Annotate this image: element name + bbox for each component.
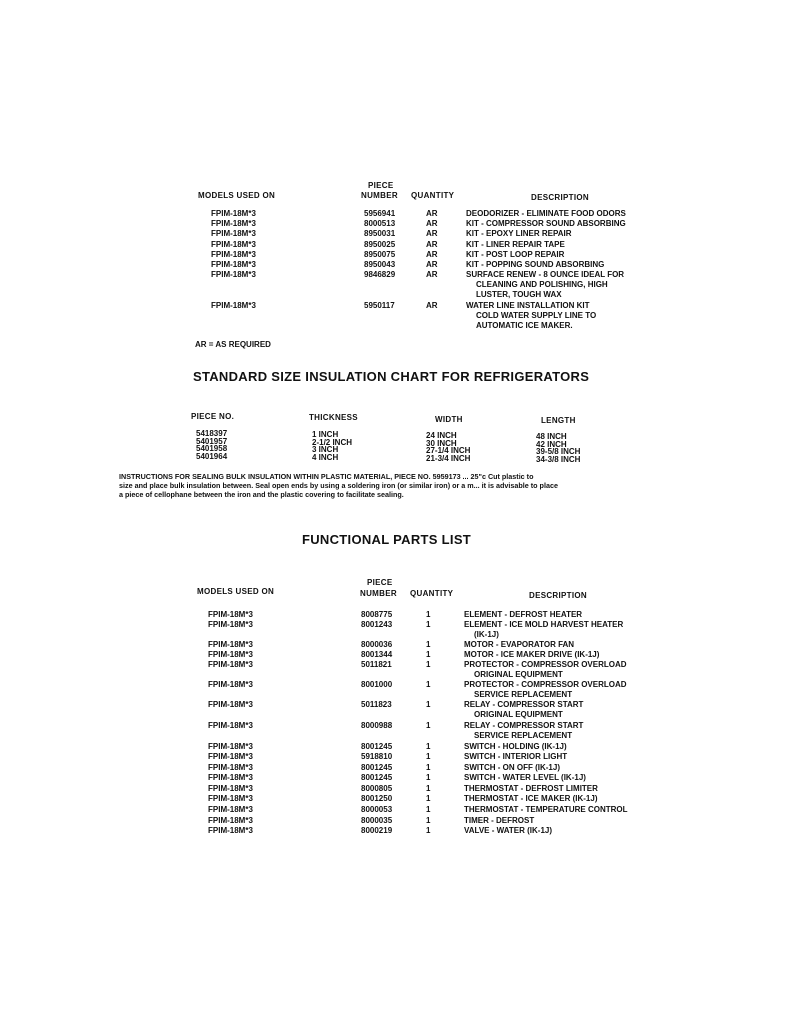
row-description — [466, 260, 604, 270]
description-line: KIT - LINER REPAIR TAPE — [466, 239, 565, 249]
description-line: (IK-1J) — [474, 630, 499, 639]
row-quantity: AR — [426, 229, 438, 239]
row-model: FPIM-18M*3 — [208, 826, 253, 835]
instruction-line: size and place bulk insulation between. Seal open ends by using a soldering iron (or similar iron) or a m... it is advisable to place — [119, 481, 558, 490]
insulation-header-length: LENGTH — [541, 416, 576, 425]
instruction-line: a piece of cellophane between the iron and the plastic covering to facilitate sealing. — [119, 490, 404, 499]
description-line: PROTECTOR - COMPRESSOR OVERLOAD — [464, 660, 627, 669]
description-line: THERMOSTAT - DEFROST LIMITER — [464, 784, 598, 793]
instruction-line: INSTRUCTIONS FOR SEALING BULK INSULATION WITHIN PLASTIC MATERIAL, PIECE NO. 5959173 ... 25"c Cut plastic to — [119, 472, 534, 481]
insulation-length: 48 INCH — [536, 432, 567, 441]
description-line: SURFACE RENEW - 8 OUNCE IDEAL FOR — [466, 270, 625, 280]
row-model: FPIM-18M*3 — [208, 680, 253, 689]
row-model: FPIM-18M*3 — [211, 249, 256, 259]
description-line: LUSTER, TOUGH WAX — [476, 290, 562, 300]
description-line: COLD WATER SUPPLY LINE TO — [476, 310, 597, 320]
functional-header-quantity: QUANTITY — [410, 589, 454, 598]
row-quantity: 1 — [426, 700, 431, 709]
row-quantity: 1 — [426, 784, 431, 793]
row-description — [464, 805, 628, 815]
row-model: FPIM-18M*3 — [208, 700, 253, 709]
row-quantity: 1 — [426, 640, 431, 649]
row-model: FPIM-18M*3 — [208, 763, 253, 772]
row-quantity: 1 — [426, 763, 431, 772]
description-line: MOTOR - EVAPORATOR FAN — [464, 640, 575, 649]
insulation-thickness: 4 INCH — [312, 452, 339, 462]
row-model: FPIM-18M*3 — [208, 660, 253, 669]
row-quantity: 1 — [426, 650, 431, 659]
row-piece-number: 8950075 — [364, 249, 396, 259]
row-piece-number: 5011821 — [361, 660, 392, 669]
insulation-title: STANDARD SIZE INSULATION CHART FOR REFRIGERATORS — [193, 369, 590, 384]
row-piece-number: 8001344 — [361, 650, 393, 659]
row-description — [466, 229, 572, 239]
row-piece-number: 8000053 — [361, 805, 393, 814]
accessories-note: AR = AS REQUIRED — [195, 340, 271, 349]
row-quantity: 1 — [426, 660, 431, 669]
insulation-instructions — [119, 472, 558, 499]
row-description — [466, 270, 624, 300]
accessories-header-piece-line2: NUMBER — [361, 191, 398, 200]
insulation-header-thickness: THICKNESS — [309, 413, 358, 422]
insulation-piece: 5401958 — [196, 444, 228, 453]
insulation-thickness: 2-1/2 INCH — [312, 437, 353, 447]
description-line: SERVICE REPLACEMENT — [474, 731, 573, 740]
description-line: SWITCH - INTERIOR LIGHT — [464, 752, 568, 761]
row-description — [464, 826, 552, 836]
row-model: FPIM-18M*3 — [208, 805, 253, 814]
description-line: WATER LINE INSTALLATION KIT — [466, 300, 590, 310]
row-description — [464, 763, 560, 773]
row-quantity: 1 — [426, 826, 431, 835]
row-model: FPIM-18M*3 — [211, 239, 256, 249]
insulation-width: 27-1/4 INCH — [426, 446, 471, 455]
insulation-width: 21-3/4 INCH — [426, 453, 471, 463]
row-quantity: 1 — [426, 816, 431, 825]
row-piece-number: 5011823 — [361, 700, 392, 709]
description-line: TIMER - DEFROST — [464, 816, 535, 825]
insulation-header-width: WIDTH — [435, 415, 463, 424]
row-model: FPIM-18M*3 — [208, 650, 253, 659]
row-piece-number: 5950117 — [364, 300, 395, 310]
row-quantity: AR — [426, 270, 438, 280]
row-piece-number: 8950031 — [364, 229, 396, 239]
row-quantity: AR — [426, 209, 438, 218]
row-model: FPIM-18M*3 — [211, 300, 256, 310]
description-line: SWITCH - HOLDING (IK-1J) — [464, 742, 567, 751]
row-description — [464, 784, 598, 794]
description-line: PROTECTOR - COMPRESSOR OVERLOAD — [464, 680, 627, 689]
row-model: FPIM-18M*3 — [211, 270, 256, 280]
row-description — [464, 660, 627, 680]
row-piece-number: 8001245 — [361, 742, 393, 751]
insulation-piece: 5401957 — [196, 436, 228, 446]
description-line: AUTOMATIC ICE MAKER. — [476, 320, 573, 330]
row-description — [466, 240, 565, 250]
functional-title: FUNCTIONAL PARTS LIST — [302, 532, 472, 547]
row-quantity: 1 — [426, 610, 431, 619]
row-description — [466, 301, 596, 331]
row-model: FPIM-18M*3 — [208, 640, 253, 649]
row-piece-number: 8001243 — [361, 620, 393, 629]
description-line: CLEANING AND POLISHING, HIGH — [476, 280, 608, 290]
row-piece-number: 9846829 — [364, 270, 396, 280]
row-piece-number: 8950025 — [364, 239, 396, 249]
row-model: FPIM-18M*3 — [208, 620, 253, 629]
row-quantity: AR — [426, 219, 438, 229]
row-model: FPIM-18M*3 — [208, 752, 253, 761]
row-description — [464, 773, 586, 783]
functional-header-description: DESCRIPTION — [529, 591, 587, 600]
description-line: THERMOSTAT - TEMPERATURE CONTROL — [464, 805, 628, 814]
functional-header-models: MODELS USED ON — [197, 587, 275, 596]
description-line: DEODORIZER - ELIMINATE FOOD ODORS — [466, 209, 626, 218]
description-line: RELAY - COMPRESSOR START — [464, 721, 584, 730]
row-description — [464, 620, 623, 640]
row-quantity: 1 — [426, 680, 431, 689]
row-quantity: AR — [426, 300, 438, 310]
row-model: FPIM-18M*3 — [208, 784, 253, 793]
insulation-piece: 5401964 — [196, 451, 228, 461]
row-piece-number: 5956941 — [364, 209, 396, 218]
description-line: MOTOR - ICE MAKER DRIVE (IK-1J) — [464, 650, 600, 659]
row-description — [464, 794, 597, 804]
insulation-width: 24 INCH — [426, 431, 457, 440]
accessories-header-quantity: QUANTITY — [411, 191, 455, 200]
row-piece-number: 8000805 — [361, 784, 393, 793]
row-model: FPIM-18M*3 — [208, 721, 253, 730]
row-model: FPIM-18M*3 — [211, 229, 256, 239]
description-line: ORIGINAL EQUIPMENT — [474, 710, 563, 719]
row-description — [466, 219, 626, 229]
row-model: FPIM-18M*3 — [208, 742, 253, 751]
row-model: FPIM-18M*3 — [208, 816, 253, 825]
row-model: FPIM-18M*3 — [208, 794, 253, 803]
description-line: THERMOSTAT - ICE MAKER (IK-1J) — [464, 794, 598, 803]
row-piece-number: 8001245 — [361, 763, 393, 772]
row-piece-number: 8950043 — [364, 260, 396, 269]
row-model: FPIM-18M*3 — [211, 219, 256, 229]
row-description — [464, 752, 567, 762]
accessories-header-description: DESCRIPTION — [531, 193, 589, 202]
description-line: ORIGINAL EQUIPMENT — [474, 670, 563, 679]
row-description — [464, 700, 583, 720]
row-description — [464, 650, 599, 660]
row-quantity: 1 — [426, 721, 431, 730]
row-model: FPIM-18M*3 — [211, 260, 256, 269]
row-description — [464, 742, 567, 752]
row-description — [464, 721, 583, 741]
row-piece-number: 8001250 — [361, 794, 393, 803]
row-quantity: 1 — [426, 620, 431, 629]
row-quantity: 1 — [426, 773, 431, 782]
description-line: KIT - COMPRESSOR SOUND ABSORBING — [466, 219, 626, 229]
row-piece-number: 8000219 — [361, 826, 393, 835]
insulation-thickness: 3 INCH — [312, 445, 339, 454]
row-piece-number: 8000036 — [361, 640, 393, 649]
description-line: KIT - POPPING SOUND ABSORBING — [466, 260, 605, 269]
description-line: SWITCH - WATER LEVEL (IK-1J) — [464, 773, 586, 782]
description-line: KIT - POST LOOP REPAIR — [466, 249, 565, 259]
functional-header-piece-line1: PIECE — [367, 578, 393, 587]
row-piece-number: 8000035 — [361, 816, 393, 825]
description-line: KIT - EPOXY LINER REPAIR — [466, 229, 572, 239]
row-quantity: 1 — [426, 752, 431, 761]
description-line: VALVE - WATER (IK-1J) — [464, 826, 552, 835]
row-description — [464, 610, 582, 620]
row-model: FPIM-18M*3 — [211, 209, 256, 218]
description-line: SWITCH - ON OFF (IK-1J) — [464, 763, 560, 772]
row-piece-number: 8001000 — [361, 680, 393, 689]
description-line: ELEMENT - DEFROST HEATER — [464, 610, 583, 619]
insulation-thickness: 1 INCH — [312, 430, 339, 439]
insulation-length: 42 INCH — [536, 439, 567, 449]
row-piece-number: 5918810 — [361, 752, 393, 761]
insulation-header-piece: PIECE NO. — [191, 412, 235, 421]
insulation-width: 30 INCH — [426, 438, 457, 448]
row-description — [466, 209, 626, 219]
accessories-header-models: MODELS USED ON — [198, 191, 276, 200]
row-quantity: 1 — [426, 742, 431, 751]
row-piece-number: 8008775 — [361, 610, 393, 619]
row-quantity: 1 — [426, 794, 431, 803]
description-line: ELEMENT - ICE MOLD HARVEST HEATER — [464, 620, 624, 629]
insulation-piece: 5418397 — [196, 429, 228, 438]
row-piece-number: 8001245 — [361, 773, 393, 782]
row-model: FPIM-18M*3 — [208, 773, 253, 782]
row-piece-number: 8000988 — [361, 721, 393, 730]
accessories-header-piece-line1: PIECE — [368, 181, 394, 190]
row-model: FPIM-18M*3 — [208, 610, 253, 619]
row-description — [464, 640, 574, 650]
row-quantity: AR — [426, 239, 438, 249]
row-description — [466, 250, 564, 260]
description-line: SERVICE REPLACEMENT — [474, 690, 573, 699]
row-quantity: AR — [426, 249, 438, 259]
row-piece-number: 8000513 — [364, 219, 396, 229]
row-quantity: AR — [426, 260, 438, 269]
description-line: RELAY - COMPRESSOR START — [464, 700, 584, 709]
insulation-length: 39-5/8 INCH — [536, 447, 581, 456]
row-description — [464, 816, 534, 826]
functional-header-piece-line2: NUMBER — [360, 589, 397, 598]
insulation-length: 34-3/8 INCH — [536, 454, 581, 464]
row-description — [464, 680, 627, 700]
row-quantity: 1 — [426, 805, 431, 814]
